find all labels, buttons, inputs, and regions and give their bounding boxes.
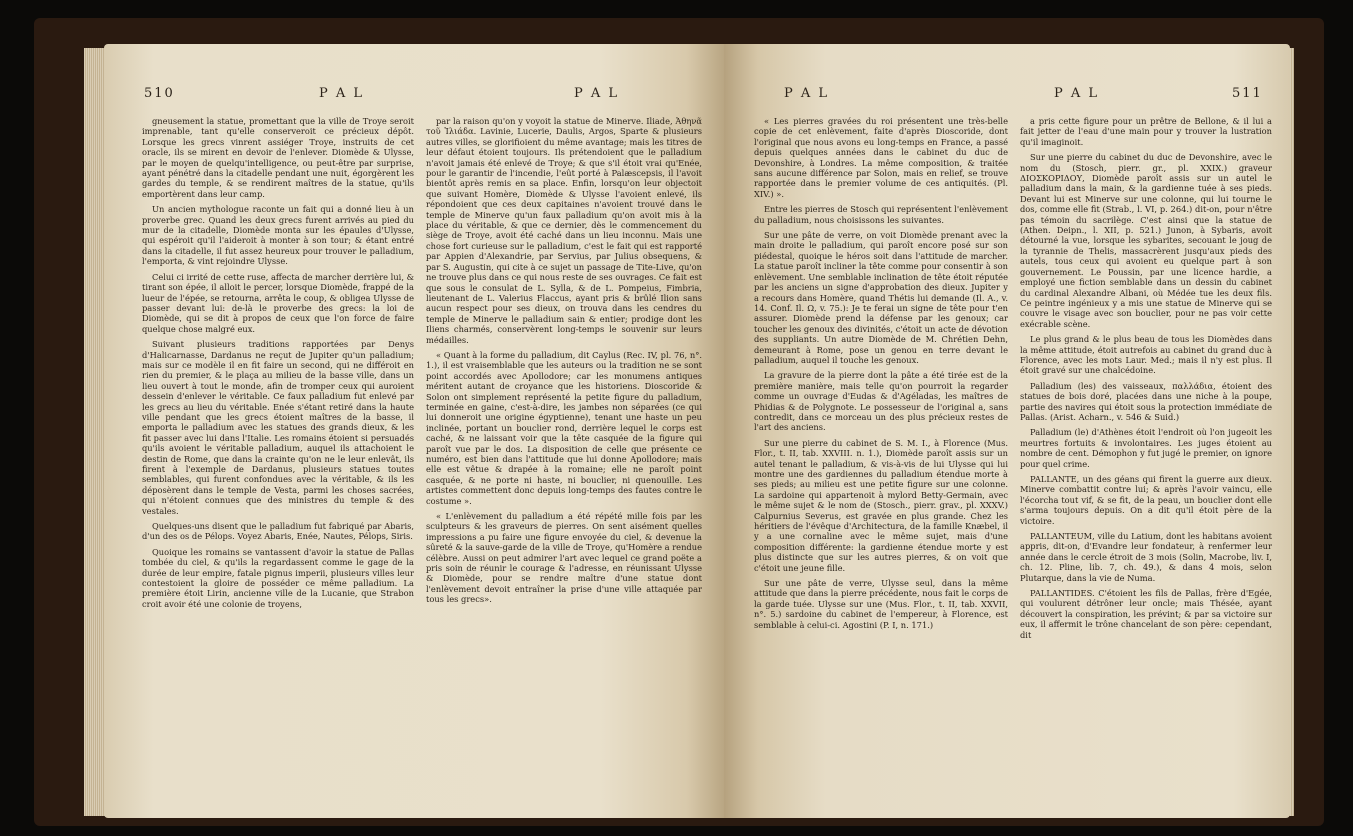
paragraph: Un ancien mythologue raconte un fait qui a donné lieu à un proverbe grec. Quand les deux grecs furent arrivés au pied du mur de la citadelle, Diomède monta sur les épaules d'Ulysse, qui espéroit qu'il l'aideroit à monter à son tour; & étant entré dans la citadelle, il fut assez heureux pour trouver le palladium, l'emporta, & vint rejoindre Ulysse. [142, 204, 414, 267]
paragraph: « Quant à la forme du palladium, dit Caylus (Rec. IV, pl. 76, n°. 1.), il est vraisemblable que les auteurs ou la tradition ne se sont point accordés avec Apollodore; car les monumens antiques méritent autant de croyance que les historiens. Dioscoride & Solon ont simplement représenté la petite figure du palladium, terminée en gaine, c'est-à-dire, les jambes non séparées (ce qui lui donneroit une origine égyptienne), tenant une haste un peu inclinée, portant un bouclier rond, derrière lequel le corps est caché, & ne laissant voir que la tête casquée de la figure qui paroît vue par le dos. La disposition de celle que présente ce numéro, est bien dans l'attitude que lui donne Apollodore; mais elle est vêtue & drapée à la romaine; elle ne paroît point casquée, & ne porte ni haste, ni bouclier, ni quenouille. Les artistes commettent donc depuis long-temps des fautes contre le costume ». [426, 349, 702, 506]
running-head-right-col1: P A L [784, 86, 830, 101]
page-edges-left [84, 48, 106, 816]
paragraph: par la raison qu'on y voyoit la statue de Minerve. Iliade, Ἀθηνᾶ τοῦ Ἰλιάδα. Lavinie, Lucerie, Daulis, Argos, Sparte & plusieurs autres villes, se glorifioient du même avantage; mais les titres de leur défaut étoient toujours. Ils prétendoient que le palladium n'avoit jamais été enlevé de Troye; & que s'il étoit vrai qu'Enée, pour le garantir de l'incendie, l'eût porté à Palæscepsis, il l'avoit bientôt après remis en sa place. Enfin, lorsqu'on leur objectoit que suivant Homère, Diomède & Ulysse l'avoient enlevé, ils répondoient que ces deux capitaines n'avoient trouvé dans le temple de Minerve qu'un faux palladium qu'on avoit mis à la place du véritable, & que ce dernier, dès le commencement du siège de Troye, avoit été caché dans un lieu inconnu. Mais une chose fort curieuse sur le palladium, c'est le fait qui est rapporté par Appien d'Alexandrie, par Servius, par Julius obsequens, & par S. Augustin, qui cite à ce sujet un passage de Tite-Live, qu'on ne trouve plus dans ce qui nous reste de ses ouvrages. Ce fait est que sous le consulat de L. Sylla, & de L. Pompeius, Fimbria, lieutenant de L. Valerius Flaccus, ayant pris & brûlé Ilion sans aucun respect pour ses dieux, on trouva dans les cendres du temple de Minerve le palladium sain & entier; prodige dont les Iliens charmés, conservèrent long-temps le souvenir sur leurs médailles. [426, 116, 702, 345]
left-page [104, 44, 724, 818]
paragraph: Sur une pâte de verre, on voit Diomède prenant avec la main droite le palladium, qui paroît encore posé sur son piédestal, quoique le héros soit dans l'attitude de marcher. La statue paroît incliner la tête comme pour consentir à son enlèvement. Une semblable inclination de tête étoit réputée par les anciens un signe d'approbation des dieux. Jupiter y a recours dans Homère, quand Thétis lui demande (Il. A., v. 14. Conf. Il. Ω, v. 75.): Je te ferai un signe de tête pour t'en assurer. Diomède prend la défense par les genoux; car toucher les genoux des divinités, c'étoit un acte de dévotion des suppliants. Un autre Diomède de M. Chrétien Dehn, demeurant à Rome, pose un genou en terre devant le palladium, auquel il touche les genoux. [754, 230, 1008, 365]
paragraph: Sur une pierre du cabinet du duc de Devonshire, avec le nom du (Stosch, pierr. gr., pl. XXIX.) graveur ΔΙΟΣΚΟΡΙΔΟΥ, Diomède paroît assis sur un autel le palladium dans la main, & la gardienne tuée à ses pieds. Devant lui est Minerve sur une colonne, qui lui tourne le dos, comme elle fit (Strab., l. VI, p. 264.) dit-on, pour n'être pas témoin du sacrilège. C'est ainsi que la statue de (Athen. Deipn., l. XII, p. 521.) Junon, à Sybaris, avoit détourné la vue, lorsque les sybarites, secouant le joug de la tyrannie de Thelis, massacrèrent jusqu'aux pieds des autels, tous ceux qui avoient eu quelque part à son gouvernement. Le Poussin, par une licence hardie, a employé une fiction semblable dans un dessin du cabinet du cardinal Alexandre Albani, où Médée tue les deux fils. Ce peintre ingénieux y a mis une statue de Minerve qui se couvre le visage avec son bouclier, pour ne pas voir cette exécrable scène. [1020, 152, 1272, 329]
paragraph: « L'enlèvement du palladium a été répété mille fois par les sculpteurs & les graveurs de pierres. On sent aisément quelles impressions a pu faire une figure envoyée du ciel, & devenue la sûreté & la sauve-garde de la ville de Troye, qu'Homère a rendue célèbre. Aussi on peut admirer l'art avec lequel ce grand poëte a pris soin de réunir le courage & l'adresse, en réunissant Ulysse & Diomède, pour se rendre maître d'une statue dont l'enlèvement devoit entraîner la prise d'une ville attaquée par tous les grecs». [426, 511, 702, 605]
paragraph: Suivant plusieurs traditions rapportées par Denys d'Halicarnasse, Dardanus ne reçut de Jupiter qu'un palladium; mais sur ce modèle il en fit faire un second, qui ne différoit en rien du premier, & le plaça au milieu de la basse ville, dans un lieu ouvert à tout le monde, afin de tromper ceux qui auroient dessein d'enlever le véritable. Ce faux palladium fut enlevé par les grecs au lieu du véritable. Enée s'étant retiré dans la haute ville pendant que les grecs étoient maîtres de la basse, il emporta le palladium avec les statues des grands dieux, & les fit passer avec lui dans l'Italie. Les romains étoient si persuadés qu'ils avoient le véritable palladium, auquel ils attachoient le destin de Rome, que dans la crainte qu'on ne le leur enlevât, ils firent à l'exemple de Dardanus, plusieurs statues toutes semblables, qui furent confondues avec la véritable, & ils les déposèrent dans le temple de Vesta, parmi les choses sacrées, qui n'étoient connues que des ministres du temple & des vestales. [142, 339, 414, 516]
paragraph: Palladium (les) des vaisseaux, παλλάδια, étoient des statues de bois doré, placées dans une niche à la poupe, partie des navires qui étoit sous la protection immédiate de Pallas. (Arist. Acharn., v. 546 & Suid.) [1020, 380, 1272, 422]
paragraph: PALLANTE, un des géans qui firent la guerre aux dieux. Minerve combattit contre lui; & après l'avoir vaincu, elle l'écorcha tout vif, & se fit, de la peau, un bouclier dont elle s'arma toujours depuis. On a dit qu'il étoit père de la victoire. [1020, 474, 1272, 526]
page-number-left: 510 [144, 86, 175, 101]
paragraph: Sur une pâte de verre, Ulysse seul, dans la même attitude que dans la pierre précédente, nous fait le corps de la garde tuée. Ulysse sur une (Mus. Flor., t. II, tab. XXVII, n°. 5.) sardoine du cabinet de l'empereur, à Florence, est semblable à celui-ci. Agostini (P. I, n. 171.) [754, 578, 1008, 630]
running-head-left-col2: P A L [574, 86, 620, 101]
running-head-left-col1: P A L [319, 86, 365, 101]
paragraph: La gravure de la pierre dont la pâte a été tirée est de la première manière, mais telle qu'on pourroit la regarder comme un ouvrage d'Eudas & d'Agéladas, les maîtres de Phidias & de Polygnote. Le possesseur de l'original a, sans contredit, dans ce morceau un des plus précieux restes de l'art des anciens. [754, 370, 1008, 433]
right-page-column-1 [754, 116, 1008, 635]
paragraph: a pris cette figure pour un prêtre de Bellone, & il lui a fait jetter de l'eau d'une main pour y trouver la lustration qu'il imaginoit. [1020, 116, 1272, 147]
paragraph: Palladium (le) d'Athènes étoit l'endroit où l'on jugeoit les meurtres fortuits & involontaires. Les juges étoient au nombre de cent. Démophon y fut jugé le premier, on ignore pour quel crime. [1020, 427, 1272, 469]
paragraph: Entre les pierres de Stosch qui représentent l'enlèvement du palladium, nous choisissons les suivantes. [754, 204, 1008, 225]
paragraph: gneusement la statue, promettant que la ville de Troye seroit imprenable, tant qu'elle conserveroit ce précieux dépôt. Lorsque les grecs vinrent assiéger Troye, instruits de cet oracle, ils se mirent en devoir de l'enlever. Diomède & Ulysse, par le moyen de quelqu'intelligence, ou peut-être par surprise, ayant pénétré dans la citadelle pendant une nuit, égorgèrent les gardes du temple, & se rendirent maîtres de la statue, qu'ils emportèrent dans leur camp. [142, 116, 414, 199]
paragraph: Celui ci irrité de cette ruse, affecta de marcher derrière lui, & tirant son épée, il alloit le percer, lorsque Diomède, frappé de la lueur de l'épée, se retourna, arrêta le coup, & obligea Ulysse de passer devant lui: de-là le proverbe des grecs: la loi de Diomède, qui se dit à propos de ceux que l'on force de faire quelque chose malgré eux. [142, 271, 414, 334]
paragraph: Le plus grand & le plus beau de tous les Diomèdes dans la même attitude, étoit autrefois au cabinet du grand duc à Florence, avec les mots Laur. Med.; mais il n'y est plus. Il étoit gravé sur une chalcédoine. [1020, 334, 1272, 376]
paragraph: « Les pierres gravées du roi présentent une très-belle copie de cet enlèvement, faite d'après Dioscoride, dont l'original que nous avons eu long-temps en France, a passé depuis quelques années dans le cabinet du duc de Devonshire, à Londres. La même composition, & traitée sans aucune différence par Solon, mais en relief, se trouve rapportée dans le premier volume de ces antiquités. (Pl. XIV.) ». [754, 116, 1008, 199]
paragraph: Sur une pierre du cabinet de S. M. I., à Florence (Mus. Flor., t. II, tab. XXVIII. n. 1.), Diomède paroît assis sur un autel tenant le palladium, & vis-à-vis de lui Ulysse qui lui montre une des gardiennes du palladium étendue morte à ses pieds; au milieu est une petite figure sur une colonne. La sardoine qui appartenoit à mylord Betty-Germain, avec le même sujet & le nom de (Stosch., pierr. grav., pl. XXXV.) Calpurnius Severus, est gravée en plus grande. Chez les héritiers de l'évêque d'Architectura, de la famille Knæbel, il y a une cornaline avec le même sujet, mais d'une composition différente: la gardienne étendue morte y est plus distincte que sur les autres pierres, & on voit que c'étoit une jeune fille. [754, 437, 1008, 573]
paragraph: PALLANTEUM, ville du Latium, dont les habitans avoient appris, dit-on, d'Evandre leur fondateur, à renfermer leur année dans le cercle étroit de 3 mois (Solin, Macrobe, liv. I, ch. 12. Pline, lib. 7, ch. 49.), & dans 4 mois, selon Plutarque, dans la vie de Numa. [1020, 531, 1272, 583]
right-page [724, 44, 1290, 818]
paragraph: Quelques-uns disent que le palladium fut fabriqué par Abaris, d'un des os de Pélops. Voyez Abaris, Enée, Nautes, Pélops, Siris. [142, 521, 414, 542]
right-page-column-2 [1020, 116, 1272, 645]
paragraph: Quoique les romains se vantassent d'avoir la statue de Pallas tombée du ciel, & qu'ils la regardassent comme le gage de la durée de leur empire, fatale pignus imperii, plusieurs villes leur contestoient la gloire de posséder ce même palladium. La première étoit Lirin, ancienne ville de la Lucanie, que Strabon croit avoir été une colonie de troyens, [142, 546, 414, 609]
page-number-right: 511 [1232, 86, 1263, 101]
left-page-column-1 [142, 116, 414, 614]
running-head-right-col2: P A L [1054, 86, 1100, 101]
book-spread [34, 18, 1324, 826]
paragraph: PALLANTIDES. C'étoient les fils de Pallas, frère d'Egée, qui voulurent détrôner leur oncle; mais Thésée, ayant découvert la conspiration, les prévint; & par sa victoire sur eux, il affermit le trône chancelant de son père: cependant, dit [1020, 588, 1272, 640]
left-page-column-2 [426, 116, 702, 610]
